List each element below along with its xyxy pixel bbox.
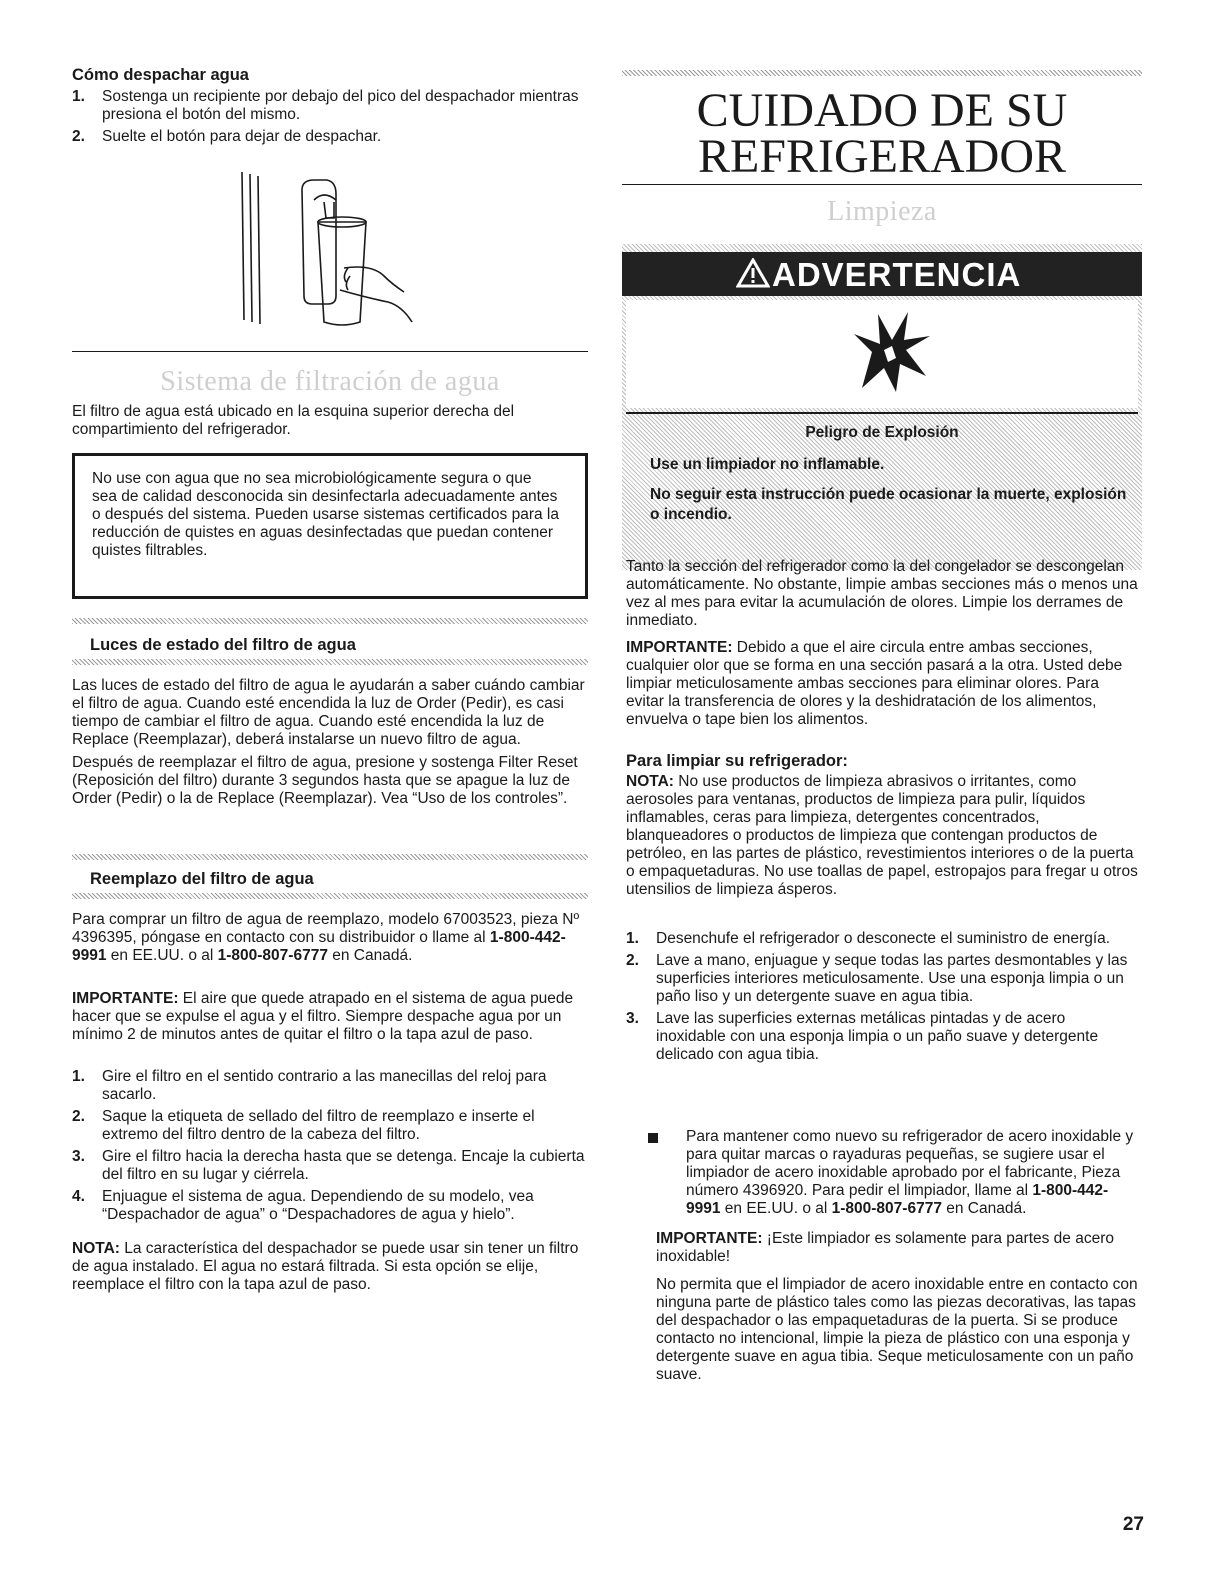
warning-divider: [626, 412, 1138, 414]
warning-line-1: Use un limpiador no inflamable.: [650, 456, 885, 473]
dispense-steps: [72, 88, 588, 150]
cleaning-paragraph-1: Tanto la sección del refrigerador como la del congelador se descongelan automáticamente. No obstante, limpie ambas secciones más o menos una vez al mes para evitar la acumulación de olores. Limpie los derrames de inmediato.: [626, 558, 1138, 629]
replacement-steps: [72, 1068, 588, 1228]
important-label: IMPORTANTE:: [656, 1230, 763, 1247]
phone-us: 1-800-442-9991: [686, 1182, 1109, 1217]
page-number: 27: [1122, 1514, 1144, 1535]
list-item: 2. Suelte el botón para dejar de despachar.: [72, 128, 382, 145]
clean-refrigerator-heading: Para limpiar su refrigerador:: [626, 752, 848, 770]
section-divider: [72, 351, 588, 352]
status-lights-paragraph-2: Después de reemplazar el filtro de agua, presione y sostenga Filter Reset (Reposición del filtro) durante 3 segundos hasta que se apague la luz de Order (Pedir) o la de Replace (Reemplazar). Vea “Uso de los controles”.: [72, 754, 578, 807]
filter-system-intro: El filtro de agua está ubicado en la esquina superior derecha del compartimiento del refrigerador.: [72, 403, 515, 438]
phone-ca: 1-800-807-6777: [831, 1200, 942, 1217]
list-item: 3. Lave las superficies externas metálicas pintadas y de acero inoxidable con una esponja limpia o un paño suave y detergente delicado con agua tibia.: [626, 1010, 1099, 1063]
stainless-important: IMPORTANTE: ¡Este limpiador es solamente para partes de acero inoxidable!: [656, 1230, 1114, 1265]
important-label: IMPORTANTE:: [626, 639, 733, 656]
important-label: IMPORTANTE:: [72, 990, 179, 1007]
status-lights-paragraph-1: Las luces de estado del filtro de agua le ayudarán a saber cuándo cambiar el filtro de agua. Cuando esté encendida la luz de Order (Pedir), es casi tiempo de cambiar el filtro de agua. Cuando esté encendida la luz de Replace (Reemplazar), deberá instalarse un nuevo filtro de agua.: [72, 677, 585, 748]
list-item: 1. Sostenga un recipiente por debajo del pico del despachador mientras presiona el botón del mismo.: [72, 88, 579, 123]
replacement-heading: Reemplazo del filtro de agua: [90, 870, 314, 888]
warning-triangle-icon: [736, 258, 770, 288]
cleaning-steps: [626, 930, 1138, 1068]
hatch-divider: [72, 893, 588, 899]
cleaning-subtitle: Limpieza: [827, 196, 937, 227]
warning-symbol-panel: [626, 300, 1138, 408]
phone-us: 1-800-442-9991: [72, 929, 566, 964]
dispense-heading: Cómo despachar agua: [72, 66, 249, 84]
stainless-final-paragraph: No permita que el limpiador de acero inoxidable entre en contacto con ninguna parte de plástico tales como las piezas decorativas, las tapas del despachador o las empaquetaduras de la puerta. Si se produce contacto no intencional, limpie la pieza de plástico con una esponja y detergente suave en agua tibia. Seque meticulosamente con un paño suave.: [656, 1276, 1138, 1383]
replacement-important: IMPORTANTE: El aire que quede atrapado en el sistema de agua puede hacer que se expulse el agua y el filtro. Siempre despache agua por un mínimo 2 de minutos antes de quitar el filtro o la tapa azul de paso.: [72, 990, 574, 1043]
hatch-divider: [622, 70, 1142, 76]
bullet-square: [648, 1133, 658, 1143]
replacement-paragraph: Para comprar un filtro de agua de reemplazo, modelo 67003523, pieza Nº 4396395, póngase en contacto con su distribuidor o llame al 1-800-442-9991 en EE.UU. o al 1-800-807-6777 en Canadá.: [72, 911, 580, 964]
cleaning-note: NOTA: No use productos de limpieza abrasivos o irritantes, como aerosoles para ventanas, productos de limpieza para pulir, líquidos inflamables, ceras para limpieza, detergentes concentrados, blanqueadores o productos de limpieza que contengan productos de petróleo, en las partes de plástico, revestimientos interiores o de la puerta o empaquetaduras. No use toallas de papel, estropajos para fregar u otros utensilios de limpieza ásperos.: [626, 773, 1138, 898]
status-lights-heading: Luces de estado del filtro de agua: [90, 636, 356, 654]
warning-block: [622, 244, 1142, 570]
hatch-divider: [72, 659, 588, 665]
hazard-title: Peligro de Explosión: [805, 424, 959, 441]
cleaning-important: IMPORTANTE: Debido a que el aire circula entre ambas secciones, cualquier olor que se forma en una sección pasará a la otra. Usted debe limpiar meticulosamente ambas secciones para eliminar olores. Para evitar la transferencia de olores y la deshidratación de los alimentos, envuelva o tape bien los alimentos.: [626, 639, 1123, 728]
replacement-note: NOTA: La característica del despachador se puede usar sin tener un filtro de agua instalado. El agua no estará filtrada. Si esta opción se elije, reemplace el filtro con la tapa azul de paso.: [72, 1240, 579, 1293]
dispenser-illustration: [232, 172, 432, 334]
warning-banner-text: ADVERTENCIA: [772, 256, 1022, 293]
note-label: NOTA:: [626, 773, 674, 790]
list-item: 1. Desenchufe el refrigerador o desconecte el suministro de energía.: [626, 930, 1111, 947]
explosion-icon: [844, 306, 934, 396]
warning-banner: [622, 252, 1142, 296]
stainless-cleaner-bullet: Para mantener como nuevo su refrigerador de acero inoxidable y para quitar marcas o rayaduras pequeñas, se sugiere usar el limpiador de acero inoxidable aprobado por el fabricante, Pieza número 4396920. Para pedir el limpiador, llame al 1-800-442-9991 en EE.UU. o al 1-800-807-6777 en Canadá.: [686, 1128, 1134, 1217]
section-divider: [622, 184, 1142, 185]
list-item: 4. Enjuague el sistema de agua. Dependiendo de su modelo, vea “Despachador de agua” o “Despachadores de agua y hielo”.: [72, 1188, 534, 1223]
hatch-divider: [72, 618, 588, 624]
note-label: NOTA:: [72, 1240, 120, 1257]
list-item: 2. Saque la etiqueta de sellado del filtro de reemplazo e inserte el extremo del filtro dentro de la cabeza del filtro.: [72, 1108, 535, 1143]
filter-system-title: Sistema de filtración de agua: [160, 366, 500, 397]
list-item: 1. Gire el filtro en el sentido contrario a las manecillas del reloj para sacarlo.: [72, 1068, 547, 1103]
list-item: 2. Lave a mano, enjuague y seque todas las partes desmontables y las superficies interiores meticulosamente. Use una esponja limpia o un paño liso y un detergente suave en agua tibia.: [626, 952, 1128, 1005]
hatch-divider: [72, 854, 588, 860]
list-item: 3. Gire el filtro hacia la derecha hasta que se detenga. Encaje la cubierta del filtro en su lugar y ciérrela.: [72, 1148, 585, 1183]
warning-line-2: No seguir esta instrucción puede ocasionar la muerte, explosión o incendio.: [650, 486, 1127, 523]
phone-ca: 1-800-807-6777: [217, 947, 328, 964]
filter-warning-text: No use con agua que no sea microbiológicamente segura o que sea de calidad desconocida sin desinfectarla adecuadamente antes o después del sistema. Pueden usarse sistemas certificados para la reducción de quistes en aguas desinfectadas que puedan contener quistes filtrables.: [92, 470, 559, 559]
main-title: CUIDADO DE SU REFRIGERADOR: [696, 84, 1068, 183]
filter-warning-box: [72, 453, 588, 599]
